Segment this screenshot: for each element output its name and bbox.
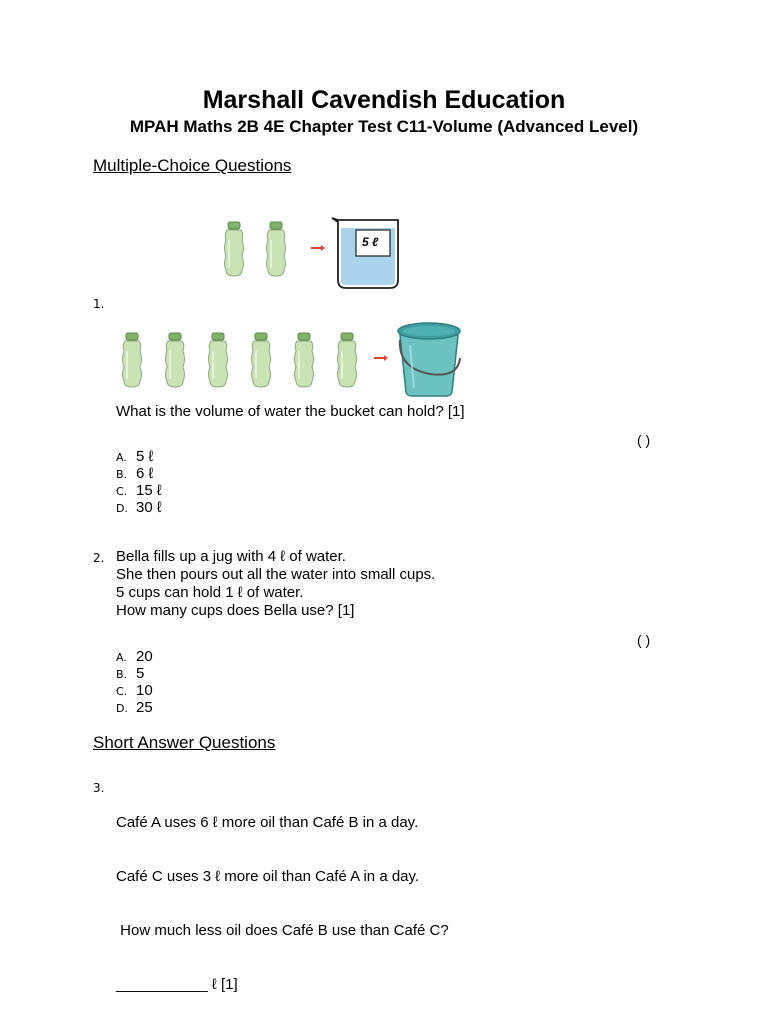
- water-bottle-icon: [252, 333, 271, 387]
- question-3-text: [116, 778, 449, 1012]
- option-letter: A.: [116, 451, 127, 464]
- option-d[interactable]: [116, 499, 162, 516]
- question-number-1: 1.: [93, 297, 105, 311]
- option-d[interactable]: [116, 699, 153, 716]
- measuring-beaker-icon: [332, 218, 398, 288]
- water-bottle-icon: [209, 333, 228, 387]
- document-title: Marshall Cavendish Education: [202, 86, 566, 114]
- section-heading-short-answer: Short Answer Questions: [93, 733, 276, 752]
- option-text: 6 ℓ: [136, 465, 154, 482]
- water-bottle-icon: [267, 222, 286, 276]
- beaker-volume-label: 5 ℓ: [362, 235, 379, 249]
- option-letter: C.: [116, 685, 128, 698]
- option-text: 30 ℓ: [136, 499, 162, 516]
- question-1-options: [116, 448, 162, 516]
- option-text: 5 ℓ: [136, 448, 154, 465]
- question-number-3: 3.: [93, 781, 105, 795]
- question-number-2: 2.: [93, 551, 105, 565]
- option-c[interactable]: [116, 682, 153, 699]
- answer-box-1[interactable]: ( ): [637, 432, 651, 448]
- option-text: 5: [136, 665, 145, 682]
- option-a[interactable]: [116, 648, 153, 665]
- option-letter: D.: [116, 502, 128, 515]
- water-bottle-icon: [338, 333, 357, 387]
- answer-box-2[interactable]: ( ): [637, 632, 651, 648]
- question-2-text: [116, 548, 435, 620]
- option-text: 15 ℓ: [136, 482, 162, 499]
- bucket-icon: [398, 323, 460, 396]
- question-2-line: Bella fills up a jug with 4 ℓ of water.: [116, 548, 346, 565]
- option-letter: B.: [116, 468, 128, 481]
- water-bottle-icon: [123, 333, 142, 387]
- option-letter: D.: [116, 702, 128, 715]
- question-3-line: How much less oil does Café B use than Café C?: [116, 922, 449, 939]
- question-3-line: Café C uses 3 ℓ more oil than Café A in a day.: [116, 868, 420, 885]
- question-3-answer-line[interactable]: ___________ ℓ [1]: [116, 976, 238, 993]
- question-2-line: She then pours out all the water into small cups.: [116, 566, 436, 583]
- option-letter: C.: [116, 485, 128, 498]
- option-b[interactable]: [116, 665, 153, 682]
- question-2-line: 5 cups can hold 1 ℓ of water.: [116, 584, 304, 601]
- option-text: 20: [136, 648, 153, 665]
- water-bottle-icon: [225, 222, 244, 276]
- arrow-right-icon: [311, 245, 325, 251]
- document-subtitle: MPAH Maths 2B 4E Chapter Test C11-Volume (Advanced Level): [129, 117, 639, 136]
- option-a[interactable]: [116, 448, 162, 465]
- section-heading-mcq: Multiple-Choice Questions: [93, 156, 292, 175]
- water-bottle-icon: [295, 333, 314, 387]
- option-text: 25: [136, 699, 153, 716]
- option-text: 10: [136, 682, 153, 699]
- option-letter: B.: [116, 668, 128, 681]
- option-b[interactable]: [116, 465, 162, 482]
- question-3-line: Café A uses 6 ℓ more oil than Café B in a day.: [116, 814, 419, 831]
- option-letter: A.: [116, 651, 127, 664]
- question-2-line: How many cups does Bella use? [1]: [116, 602, 355, 619]
- question-1-text: What is the volume of water the bucket can hold? [1]: [116, 403, 465, 420]
- option-c[interactable]: [116, 482, 162, 499]
- arrow-right-icon: [374, 355, 388, 361]
- water-bottle-icon: [166, 333, 185, 387]
- question-2-options: [116, 648, 153, 716]
